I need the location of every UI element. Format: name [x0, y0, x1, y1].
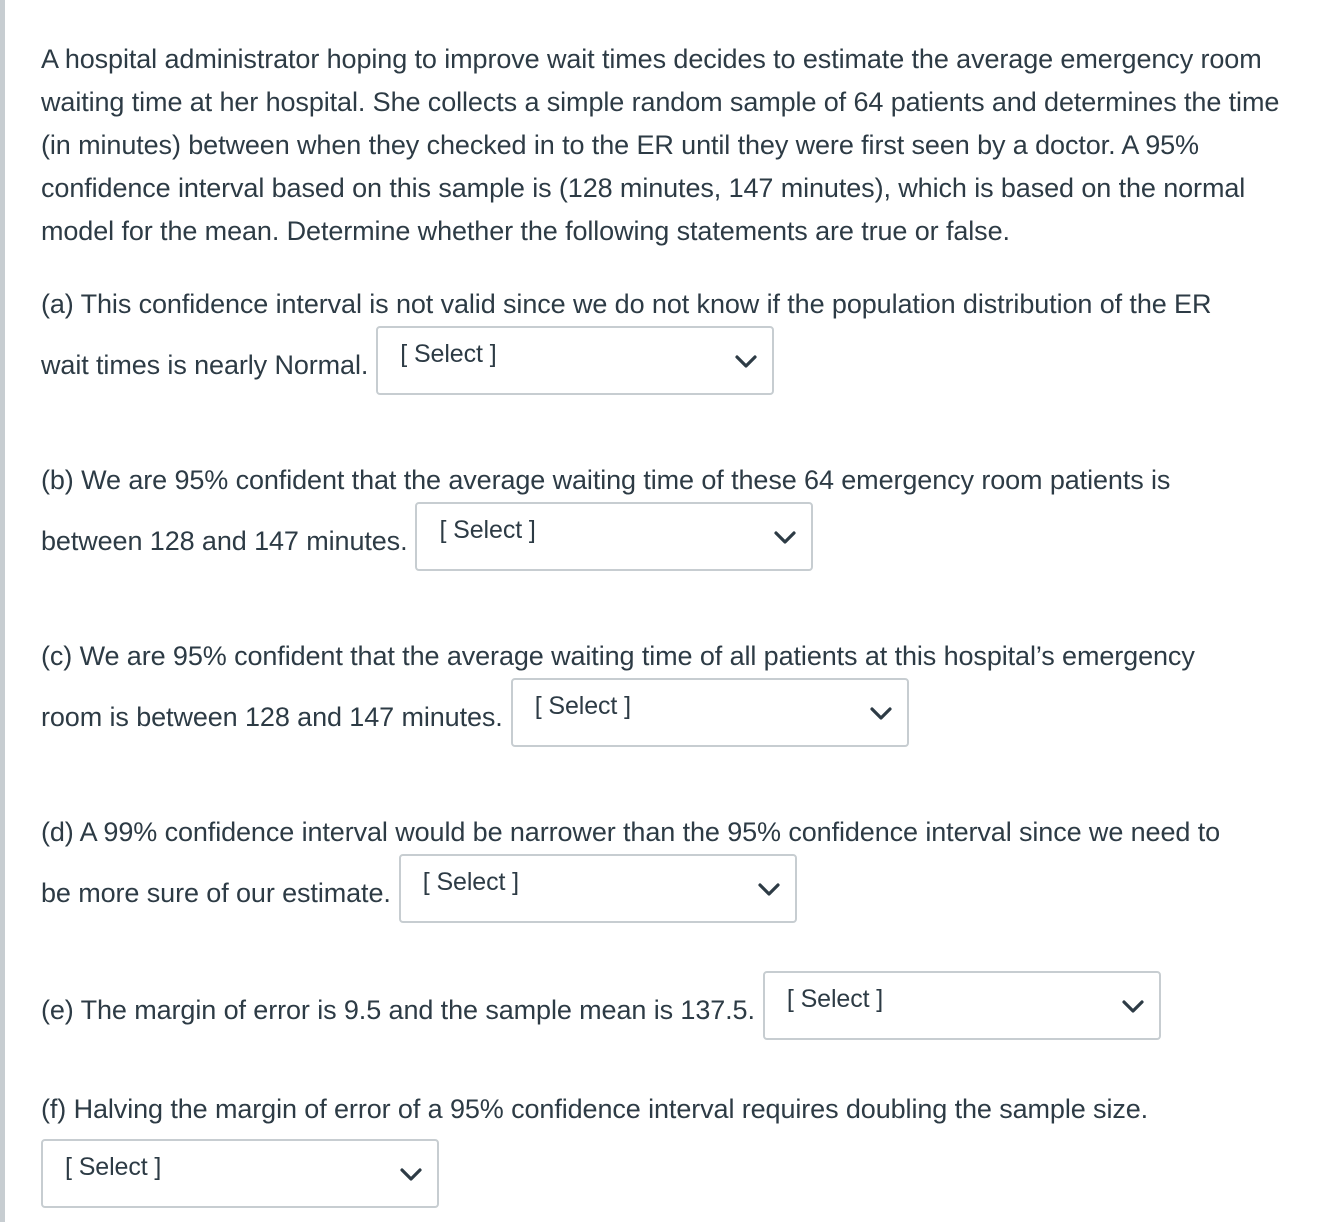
question-a — [41, 283, 1316, 395]
question-d-select-value: [ Select ] — [422, 868, 520, 896]
question-c-select[interactable] — [511, 678, 909, 747]
question-f-select[interactable] — [41, 1139, 439, 1208]
question-a-text-line2: wait times is nearly Normal. — [41, 350, 369, 380]
question-b-text-line1: (b) We are 95% confident that the average waiting time of these 64 emergency room patients is — [41, 465, 1171, 495]
question-d-text-line1: (d) A 99% confidence interval would be narrower than the 95% confidence interval since we need to — [41, 817, 1221, 847]
question-b — [41, 459, 1316, 571]
chevron-down-icon — [734, 349, 758, 373]
chevron-down-icon — [869, 701, 893, 725]
question-a-select-value: [ Select ] — [400, 340, 497, 368]
question-e-select-value: [ Select ] — [786, 985, 884, 1013]
question-e-select[interactable] — [763, 971, 1161, 1040]
question-f-select-value: [ Select ] — [65, 1153, 162, 1181]
question-c-text-line1: (c) We are 95% confident that the average waiting time of all patients at this hospital’s emergency — [41, 641, 1195, 671]
question-a-text-line1: (a) This confidence interval is not valid since we do not know if the population distribution of the ER — [41, 289, 1212, 319]
question-a-select[interactable] — [376, 326, 774, 395]
question-f-text: (f) Halving the margin of error of a 95% confidence interval requires doubling the sample size. — [41, 1094, 1149, 1124]
left-border — [0, 0, 5, 1222]
question-d-select[interactable] — [399, 854, 797, 923]
chevron-down-icon — [1121, 994, 1145, 1018]
question-c — [41, 635, 1316, 747]
question-intro: A hospital administrator hoping to improve wait times decides to estimate the average emergency room waiting time at her hospital. She collects a simple random sample of 64 patients and determines the time (in minutes) between when they checked in to the ER until they were first seen by a doctor. A 95% confidence interval based on this sample is (128 minutes, 147 minutes), which is based on the normal model for the mean. Determine whether the following statements are true or false. — [41, 44, 1280, 246]
question-d — [41, 811, 1316, 923]
question-d-text-line2: be more sure of our estimate. — [41, 878, 391, 908]
question-b-text-line2: between 128 and 147 minutes. — [41, 526, 408, 556]
question-c-text-line2: room is between 128 and 147 minutes. — [41, 702, 503, 732]
question-e — [41, 971, 1316, 1040]
chevron-down-icon — [773, 525, 797, 549]
chevron-down-icon — [757, 877, 781, 901]
question-f — [41, 1088, 1316, 1208]
question-c-select-value: [ Select ] — [534, 692, 631, 720]
chevron-down-icon — [399, 1162, 423, 1186]
question-e-text: (e) The margin of error is 9.5 and the sample mean is 137.5. — [41, 995, 755, 1025]
question-content — [41, 38, 1316, 1208]
question-b-select[interactable] — [415, 502, 813, 571]
question-b-select-value: [ Select ] — [439, 516, 536, 544]
